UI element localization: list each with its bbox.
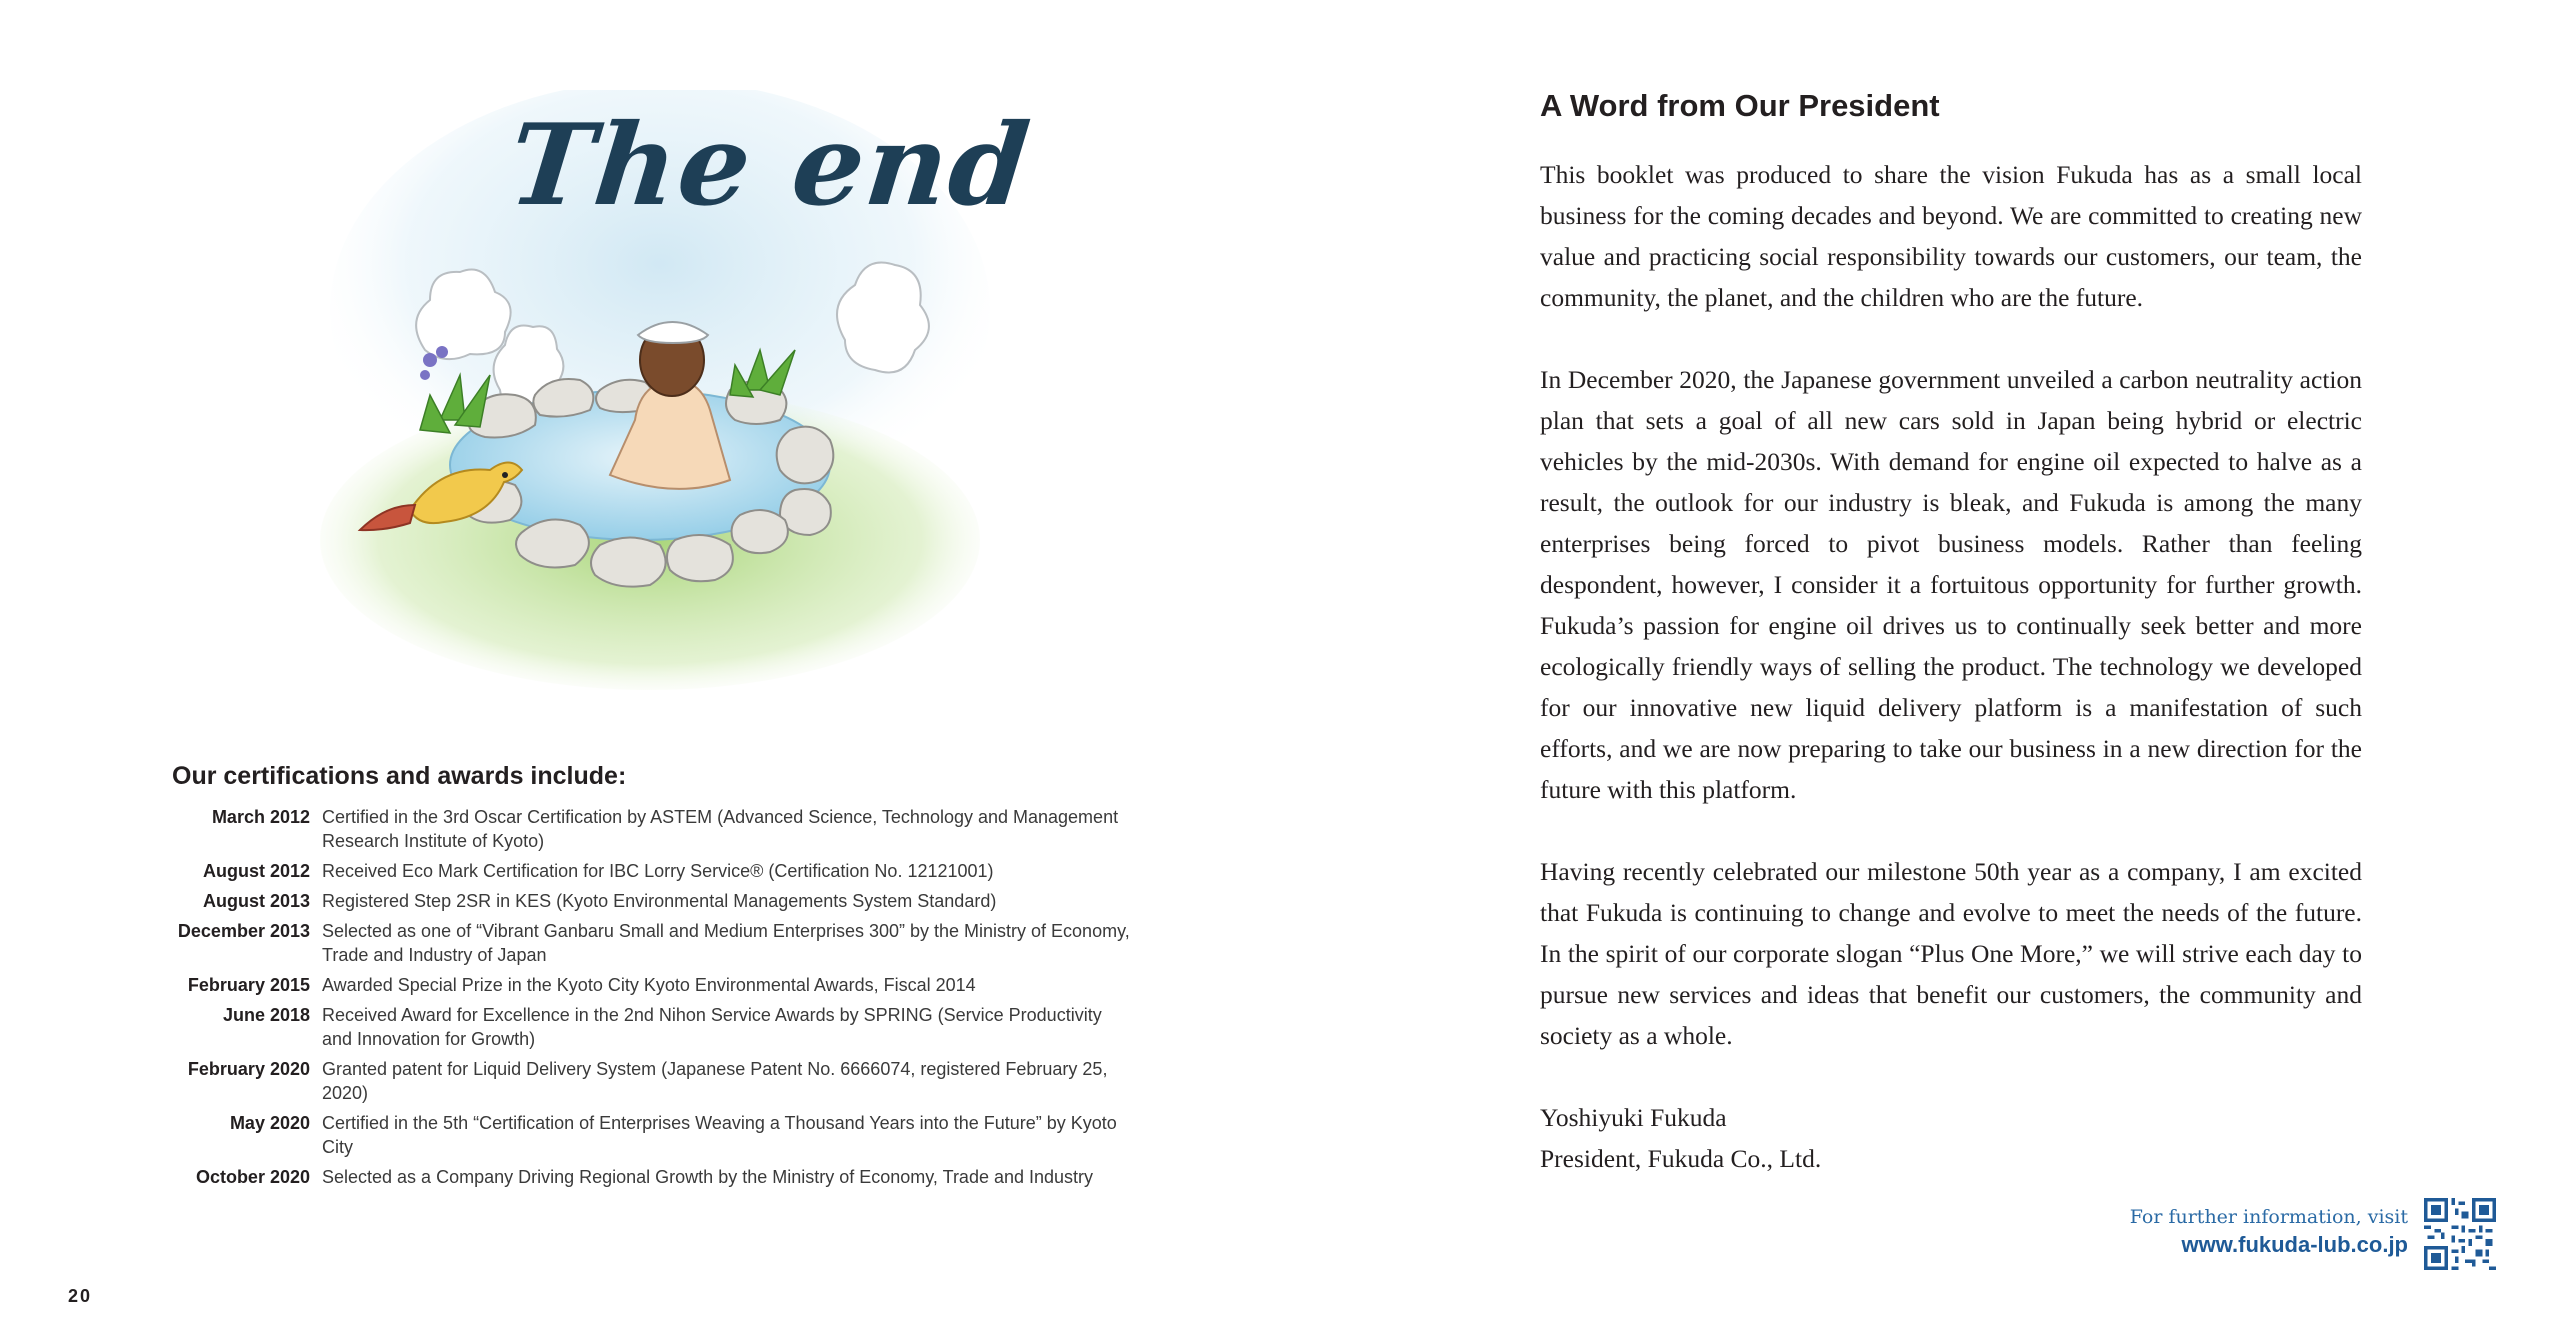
qr-code-icon[interactable] <box>2424 1198 2496 1270</box>
cert-date: June 2018 <box>222 1005 310 1025</box>
cert-date: December 2013 <box>177 921 310 941</box>
website-link[interactable]: www.fukuda-lub.co.jp <box>2181 1232 2408 1257</box>
cert-description: Registered Step 2SR in KES (Kyoto Environmental Managements System Standard) <box>322 891 997 911</box>
cert-row <box>172 1111 1132 1159</box>
footer-visit-text: For further information, visit <box>2129 1206 2408 1228</box>
certifications-section <box>172 762 1132 1195</box>
signature-name: Yoshiyuki Fukuda <box>1540 1103 1727 1132</box>
signature <box>1540 1097 2362 1179</box>
cert-description: Awarded Special Prize in the Kyoto City Kyoto Environmental Awards, Fiscal 2014 <box>322 975 976 995</box>
message-paragraph: Having recently celebrated our milestone 50th year as a company, I am excited that Fukuda is continuing to change and evolve to meet the needs of the future. In the spirit of our corporate slogan “Plus One More,” we will strive each day to pursue new services and ideas that benefit our customers, the community and society as a whole. <box>1540 857 2362 1050</box>
message-paragraph: In December 2020, the Japanese government unveiled a carbon neutrality action plan that sets a goal of all new cars sold in Japan being hybrid or electric vehicles by the mid-2030s. With demand for engine oil expected to halve as a result, the outlook for our industry is bleak, and Fukuda is among the many enterprises being forced to pivot business models. Rather than feeling despondent, however, I consider it a fortuitous opportunity for further growth. Fukuda’s passion for engine oil drives us to continually seek better and more ecologically friendly ways of selling the product. The technology we developed for our innovative new liquid delivery platform is a manifestation of such efforts, and we are now preparing to take our business in a new direction for the future with this platform. <box>1540 365 2362 804</box>
president-message <box>1540 88 2362 1179</box>
cert-row <box>172 973 1132 997</box>
cert-date: March 2012 <box>211 807 310 827</box>
the-end-title: The end <box>503 100 1037 231</box>
president-heading: A Word from Our President <box>1540 88 1940 123</box>
cert-row <box>172 805 1132 853</box>
cert-date: August 2012 <box>202 861 310 881</box>
cert-description: Granted patent for Liquid Delivery System (Japanese Patent No. 6666074, registered February 25, 2020) <box>322 1059 1108 1103</box>
cert-description: Certified in the 5th “Certification of Enterprises Weaving a Thousand Years into the Future” by Kyoto City <box>322 1113 1117 1157</box>
cert-row <box>172 1057 1132 1105</box>
cert-description: Received Eco Mark Certification for IBC Lorry Service® (Certification No. 12121001) <box>322 861 994 881</box>
cert-row <box>172 1003 1132 1051</box>
page-number: 20 <box>68 1286 93 1306</box>
cert-row <box>172 919 1132 967</box>
cert-row <box>172 889 1132 913</box>
cert-date: February 2015 <box>187 975 310 995</box>
cert-row <box>172 859 1132 883</box>
cert-date: February 2020 <box>187 1059 310 1079</box>
message-paragraph: This booklet was produced to share the vision Fukuda has as a small local business for the coming decades and beyond. We are committed to creating new value and practicing social responsibility towards our customers, our team, the community, the planet, and the children who are the future. <box>1540 160 2362 312</box>
signature-title: President, Fukuda Co., Ltd. <box>1540 1144 1822 1173</box>
cert-date: August 2013 <box>202 891 310 911</box>
cert-description: Received Award for Excellence in the 2nd Nihon Service Awards by SPRING (Service Productivity and Innovation for Growth) <box>322 1005 1102 1049</box>
cert-description: Selected as one of “Vibrant Ganbaru Small and Medium Enterprises 300” by the Ministry of Economy, Trade and Industry of Japan <box>322 921 1130 965</box>
cert-date: October 2020 <box>195 1167 310 1187</box>
footer-info <box>2130 1204 2408 1260</box>
cert-date: May 2020 <box>229 1113 310 1133</box>
cert-row <box>172 1165 1132 1189</box>
certifications-heading: Our certifications and awards include: <box>172 762 627 790</box>
cert-description: Selected as a Company Driving Regional Growth by the Ministry of Economy, Trade and Industry <box>322 1167 1094 1187</box>
cert-description: Certified in the 3rd Oscar Certification by ASTEM (Advanced Science, Technology and Management Research Institute of Kyoto) <box>322 807 1119 851</box>
